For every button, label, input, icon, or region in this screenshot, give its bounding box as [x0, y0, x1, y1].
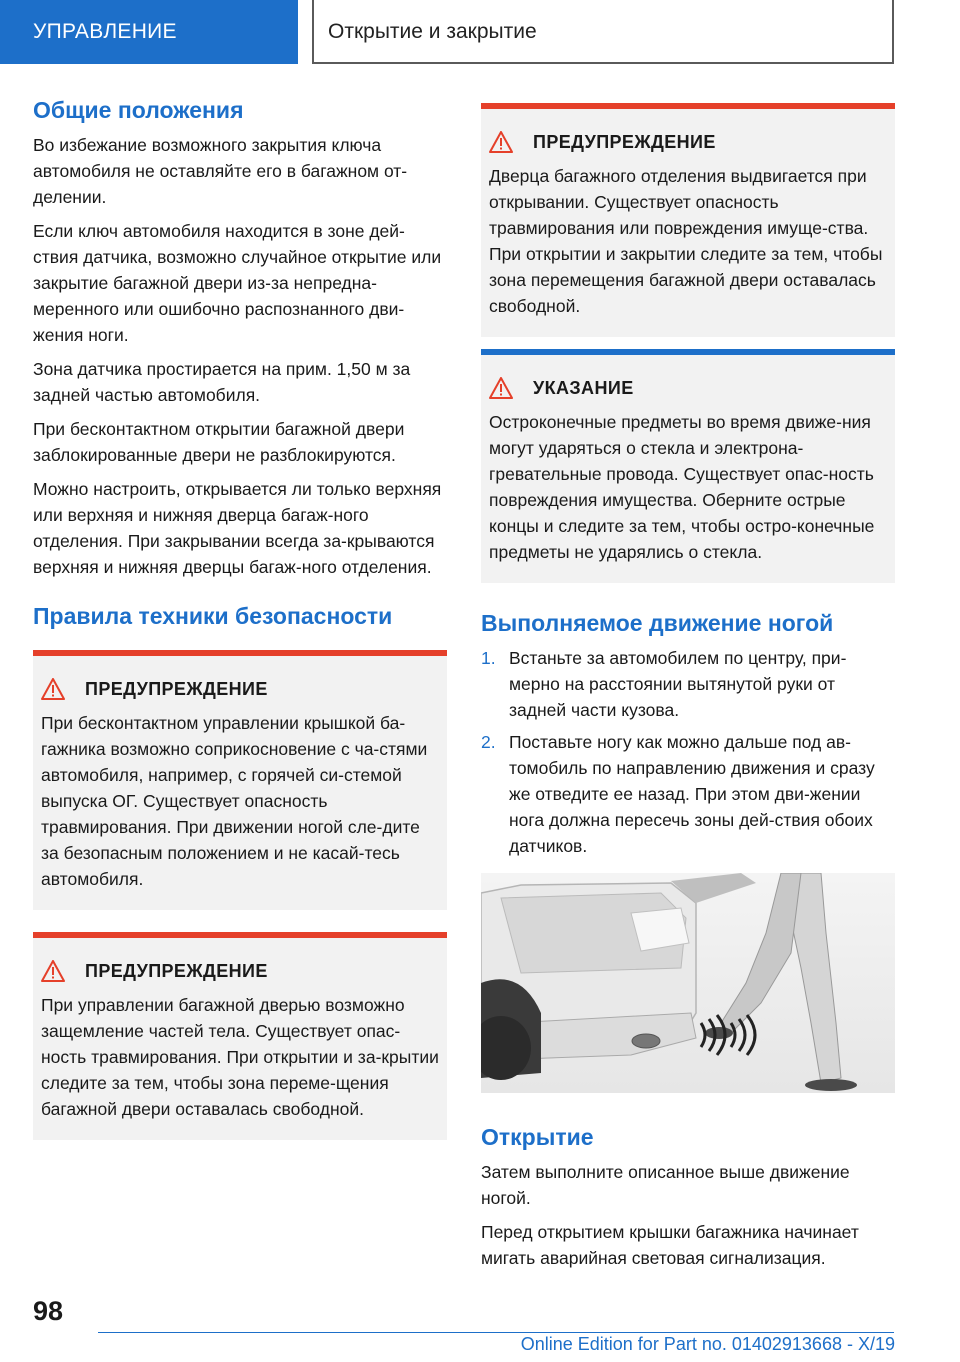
warning-bar: [33, 650, 447, 656]
chapter-title: Открытие и закрытие: [312, 0, 894, 64]
step-number: 2.: [481, 732, 496, 752]
warning-title: [489, 131, 895, 153]
warning-label: ПРЕДУПРЕЖДЕНИЕ: [85, 678, 268, 699]
general-paragraph: Если ключ автомобиля находится в зоне дей-ствия датчика, возможно случайное открытие или закрытие багажной двери из-за непредна-меренного или ошибочно распознанного дви-жения ноги.: [33, 221, 442, 345]
page-number: 98: [33, 1296, 64, 1326]
warning-box: [33, 932, 447, 1140]
car-and-leg-illustration: [481, 873, 895, 1093]
list-item: [481, 645, 895, 723]
section-tab[interactable]: УПРАВЛЕНИЕ: [0, 0, 298, 64]
opening-paragraph: Затем выполните описанное выше движение ногой.: [481, 1162, 850, 1208]
opening-paragraph: Перед открытием крышки багажника начинает мигать аварийная световая сигнализация.: [481, 1222, 859, 1268]
step-number: 1.: [481, 648, 496, 668]
notice-text: Остроконечные предметы во время движе-ния могут ударяться о стекла и электрона-гревательные провода. Существует опас-ность повреждения имущества. Оберните острые концы и следите за тем, чтобы остро-конечные предметы не ударялись о стекла.: [489, 412, 875, 562]
footer-divider: [98, 1332, 894, 1333]
warning-text: При бесконтактном управлении крышкой ба-гажника возможно соприкосновение с ча-стями автомобиля, например, с горячей си-стемой выпуска ОГ. Существует опасность травмирования. При движении ногой сле-дите за безопасным положением и не касай-тесь автомобиля.: [41, 713, 428, 889]
foot-gesture-illustration: [481, 873, 895, 1093]
right-column: [481, 103, 895, 1279]
safety-heading: Правила техники безопасности: [33, 603, 393, 629]
step-text: Встаньте за автомобилем по центру, при-мерно на расстоянии вытянутой руки от задней части кузова.: [509, 648, 847, 720]
warning-label: ПРЕДУПРЕЖДЕНИЕ: [85, 960, 268, 981]
warning-title: [41, 678, 447, 700]
list-item: [481, 729, 895, 859]
warning-triangle-icon: [41, 960, 65, 982]
warning-triangle-icon: [489, 131, 513, 153]
general-paragraph: При бесконтактном открытии багажной двери заблокированные двери не разблокируются.: [33, 419, 405, 465]
warning-box: [481, 103, 895, 337]
general-paragraph: Во избежание возможного закрытия ключа автомобиля не оставляйте его в багажном от-делении.: [33, 135, 408, 207]
movement-steps: [481, 645, 895, 859]
warning-box: [33, 650, 447, 910]
notice-bar: [481, 349, 895, 355]
warning-title: [41, 960, 447, 982]
opening-heading: Открытие: [481, 1124, 594, 1150]
warning-triangle-icon: [41, 678, 65, 700]
edition-footer: Online Edition for Part no. 01402913668 - X/19: [520, 1334, 895, 1354]
general-paragraph: Можно настроить, открывается ли только верхняя или верхняя и нижняя дверца багаж-ного отделения. При закрывании всегда за-крываются верхняя и нижняя дверцы багаж-ного отделения.: [33, 479, 442, 577]
general-paragraph: Зона датчика простирается на прим. 1,50 м за задней частью автомобиля.: [33, 359, 411, 405]
warning-bar: [481, 103, 895, 109]
notice-box: [481, 349, 895, 583]
general-heading: Общие положения: [33, 97, 244, 123]
movement-heading: Выполняемое движение ногой: [481, 610, 834, 636]
warning-text: Дверца багажного отделения выдвигается при открывании. Существует опасность травмирования или повреждения имуще-ства. При открытии и закрытии следите за тем, чтобы зона перемещения багажной двери оставалась свободной.: [489, 166, 883, 316]
left-column: [33, 96, 447, 1140]
notice-title: [489, 377, 895, 399]
warning-bar: [33, 932, 447, 938]
warning-label: ПРЕДУПРЕЖДЕНИЕ: [533, 131, 716, 152]
step-text: Поставьте ногу как можно дальше под ав-томобиль по направлению движения и сразу же отведите ее назад. При этом дви-жении нога должна пересечь зоны дей-ствия обоих датчиков.: [509, 732, 875, 856]
notice-triangle-icon: [489, 377, 513, 399]
notice-label: УКАЗАНИЕ: [533, 377, 634, 398]
warning-text: При управлении багажной дверью возможно защемление частей тела. Существует опас-ность травмирования. При открытии и за-крытии следите за тем, чтобы зона переме-щения багажной двери оставалась свободной.: [41, 995, 439, 1119]
